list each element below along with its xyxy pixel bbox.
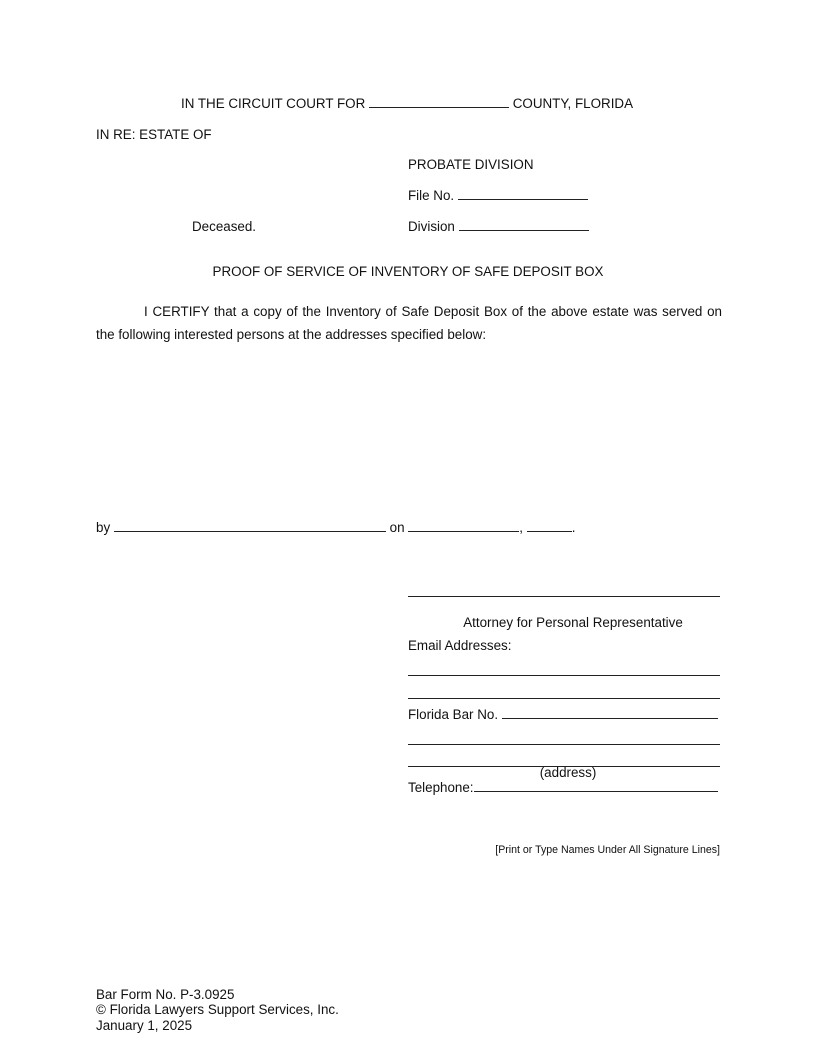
county-blank-line <box>369 106 509 108</box>
address-line-1 <box>408 744 720 745</box>
date-comma: , <box>519 520 523 535</box>
on-label: on <box>389 520 405 535</box>
bar-form-number: Bar Form No. P-3.0925 <box>96 987 235 1002</box>
by-label: by <box>96 520 111 535</box>
file-no-row <box>408 188 588 203</box>
probate-division-label: PROBATE DIVISION <box>408 157 534 172</box>
certification-paragraph <box>96 300 722 346</box>
copyright-notice: © Florida Lawyers Support Services, Inc. <box>96 1002 339 1017</box>
attorney-label: Attorney for Personal Representative <box>463 615 683 630</box>
estate-of-label: IN RE: ESTATE OF <box>96 127 212 142</box>
florida-bar-no-label: Florida Bar No. <box>408 707 499 722</box>
court-header <box>181 96 633 111</box>
division-label: Division <box>408 219 455 234</box>
service-year-blank-line <box>527 530 572 532</box>
address-label: (address) <box>539 765 597 780</box>
date-period: . <box>571 520 576 535</box>
signature-note: [Print or Type Names Under All Signature Lines] <box>495 844 720 856</box>
certification-text: I CERTIFY that a copy of the Inventory of Safe Deposit Box of the above estate was served on the following interested persons at the addresses specified below: <box>96 304 722 342</box>
telephone-blank-line <box>474 790 718 792</box>
florida-bar-row <box>408 707 718 722</box>
telephone-label: Telephone: <box>408 780 474 795</box>
file-no-blank-line <box>458 198 588 200</box>
court-header-prefix: IN THE CIRCUIT COURT FOR <box>181 96 366 111</box>
email-line-2 <box>408 698 720 699</box>
telephone-row <box>408 780 718 795</box>
deceased-label: Deceased. <box>192 219 257 234</box>
division-row <box>408 219 589 234</box>
signature-line <box>408 596 720 597</box>
served-by-blank-line <box>114 530 386 532</box>
service-line <box>96 520 575 535</box>
email-line-1 <box>408 675 720 676</box>
florida-bar-blank-line <box>502 717 718 719</box>
email-addresses-label: Email Addresses: <box>408 638 512 653</box>
division-blank-line <box>459 229 589 231</box>
file-no-label: File No. <box>408 188 455 203</box>
court-header-suffix: COUNTY, FLORIDA <box>512 96 634 111</box>
document-title: PROOF OF SERVICE OF INVENTORY OF SAFE DEPOSIT BOX <box>212 264 604 279</box>
service-date-blank-line <box>408 530 519 532</box>
form-date: January 1, 2025 <box>96 1018 193 1033</box>
